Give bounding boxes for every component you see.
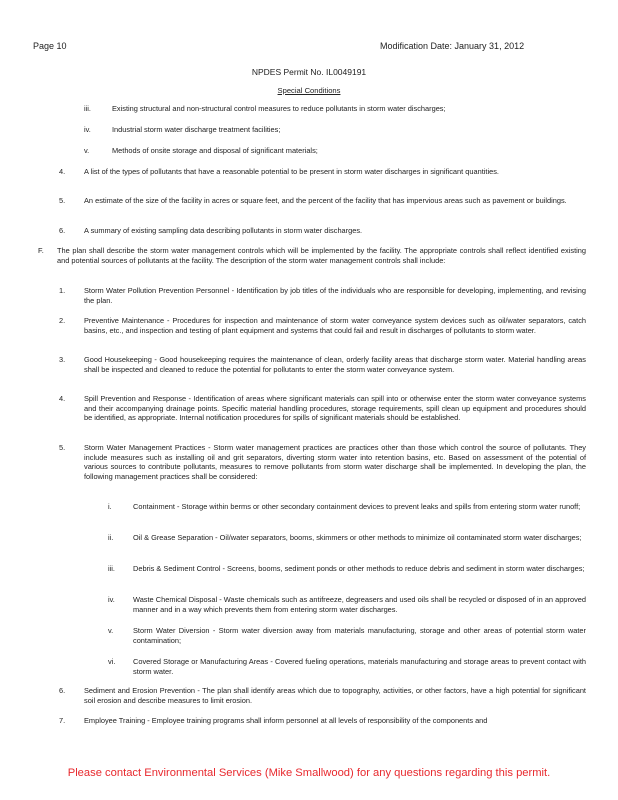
list-item [0, 686, 618, 706]
list-text: Storm Water Pollution Prevention Personnel - Identification by job titles of the individuals who are responsible for developing, implementing, and revising the plan. [84, 286, 586, 305]
list-marker: ii. [108, 533, 114, 542]
list-item [0, 146, 618, 156]
list-item [0, 196, 618, 216]
list-marker: 4. [59, 167, 66, 176]
list-text: Employee Training - Employee training programs shall inform personnel at all levels of responsibility of the components and [84, 716, 488, 725]
list-marker: iii. [108, 564, 115, 573]
list-marker: 4. [59, 394, 66, 403]
list-item [0, 125, 618, 135]
contact-note: Please contact Environmental Services (Mike Smallwood) for any questions regarding this permit. [67, 767, 551, 779]
list-item [0, 502, 618, 522]
special-conditions-heading: Special Conditions [277, 86, 341, 95]
list-item [0, 533, 618, 553]
list-item [0, 443, 618, 493]
list-marker: vi. [108, 657, 116, 666]
list-text: Covered Storage or Manufacturing Areas - Covered fueling operations, materials manufacturing and storage areas to prevent contact with storm water. [133, 657, 586, 676]
list-item [0, 316, 618, 346]
list-marker: 5. [59, 196, 66, 205]
list-text: Debris & Sediment Control - Screens, booms, sediment ponds or other methods to reduce debris and sediment in storm water discharges; [133, 564, 585, 573]
list-text: Industrial storm water discharge treatment facilities; [112, 125, 281, 134]
list-item [0, 167, 618, 187]
list-item [0, 716, 618, 726]
list-item [0, 595, 618, 615]
list-text: Storm Water Management Practices - Storm water management practices are practices other than those which control the source of pollutants. They include measures such as installing oil and grit separators, diverting storm water into retention basins, etc. Based on assessment of the potential of various sources to contribute pollutants, measures to remove pollutants from storm water discharge shall be implemented. In developing the plan, the following management practices shall be considered: [84, 443, 586, 481]
list-text: Oil & Grease Separation - Oil/water separators, booms, skimmers or other methods to minimize oil contaminated storm water discharges; [133, 533, 582, 542]
list-item [0, 104, 618, 114]
list-item [0, 657, 618, 677]
list-text: Sediment and Erosion Prevention - The plan shall identify areas which due to topography, activities, or other factors, have a high potential for significant soil erosion and describe measures to limit erosion. [84, 686, 586, 705]
list-marker: 5. [59, 443, 66, 452]
list-text: Storm Water Diversion - Storm water diversion away from materials manufacturing, storage and other areas of potential storm water contamination; [133, 626, 586, 645]
list-text: Waste Chemical Disposal - Waste chemicals such as antifreeze, degreasers and used oils shall be recycled or disposed of in an approved manner and in a way which prevents them from entering storm water discharges. [133, 595, 586, 614]
list-item [0, 394, 618, 434]
list-marker: 7. [59, 716, 66, 725]
section-text: The plan shall describe the storm water management controls which will be implemented by the facility. The appropriate controls shall reflect identified existing and potential sources of pollutants at the facility. The description of the storm water management controls shall include: [57, 246, 586, 265]
list-text: Preventive Maintenance - Procedures for inspection and maintenance of storm water conveyance system devices such as oil/water separators, catch basins, etc., and inspection and testing of plant equipment and systems that could fail and result in discharges of pollutants to storm water. [84, 316, 586, 335]
list-item [0, 286, 618, 306]
permit-number: NPDES Permit No. IL0049191 [251, 67, 367, 77]
list-marker: 6. [59, 226, 66, 235]
list-text: A list of the types of pollutants that have a reasonable potential to be present in storm water discharges in significant quantities. [84, 167, 499, 176]
list-text: Containment - Storage within berms or other secondary containment devices to prevent leaks and spills from entering storm water runoff; [133, 502, 581, 511]
list-text: An estimate of the size of the facility in acres or square feet, and the percent of the facility that has impervious areas such as pavement or buildings. [84, 196, 567, 205]
page-number: Page 10 [33, 41, 67, 51]
list-text: Spill Prevention and Response - Identification of areas where significant materials can spill into or otherwise enter the storm water conveyance systems and their accompanying drainage points. Specific material handling procedures, storage requirements, spill clean up equipment and procedures should be identified, as appropriate. Internal notification procedures for spills of significant materials should be established. [84, 394, 586, 423]
list-marker: 3. [59, 355, 66, 364]
list-item [0, 355, 618, 385]
list-text: Methods of onsite storage and disposal of significant materials; [112, 146, 318, 155]
list-marker: iii. [84, 104, 91, 113]
list-marker: i. [108, 502, 112, 511]
modification-date: Modification Date: January 31, 2012 [380, 41, 525, 51]
list-marker: v. [84, 146, 90, 155]
list-text: Good Housekeeping - Good housekeeping requires the maintenance of clean, orderly facility areas that discharge storm water. Material handling areas shall be inspected and cleaned to reduce the potential for pollutants to enter the storm water conveyance system. [84, 355, 586, 374]
list-item [0, 564, 618, 584]
section-marker: F. [38, 246, 44, 255]
list-marker: 2. [59, 316, 66, 325]
list-item [0, 226, 618, 236]
list-marker: 1. [59, 286, 66, 295]
list-text: Existing structural and non-structural control measures to reduce pollutants in storm water discharges; [112, 104, 446, 113]
list-marker: iv. [108, 595, 115, 604]
list-text: A summary of existing sampling data describing pollutants in storm water discharges. [84, 226, 363, 235]
list-marker: 6. [59, 686, 66, 695]
list-item [0, 626, 618, 646]
list-marker: iv. [84, 125, 91, 134]
section-f [0, 246, 618, 276]
list-marker: v. [108, 626, 114, 635]
